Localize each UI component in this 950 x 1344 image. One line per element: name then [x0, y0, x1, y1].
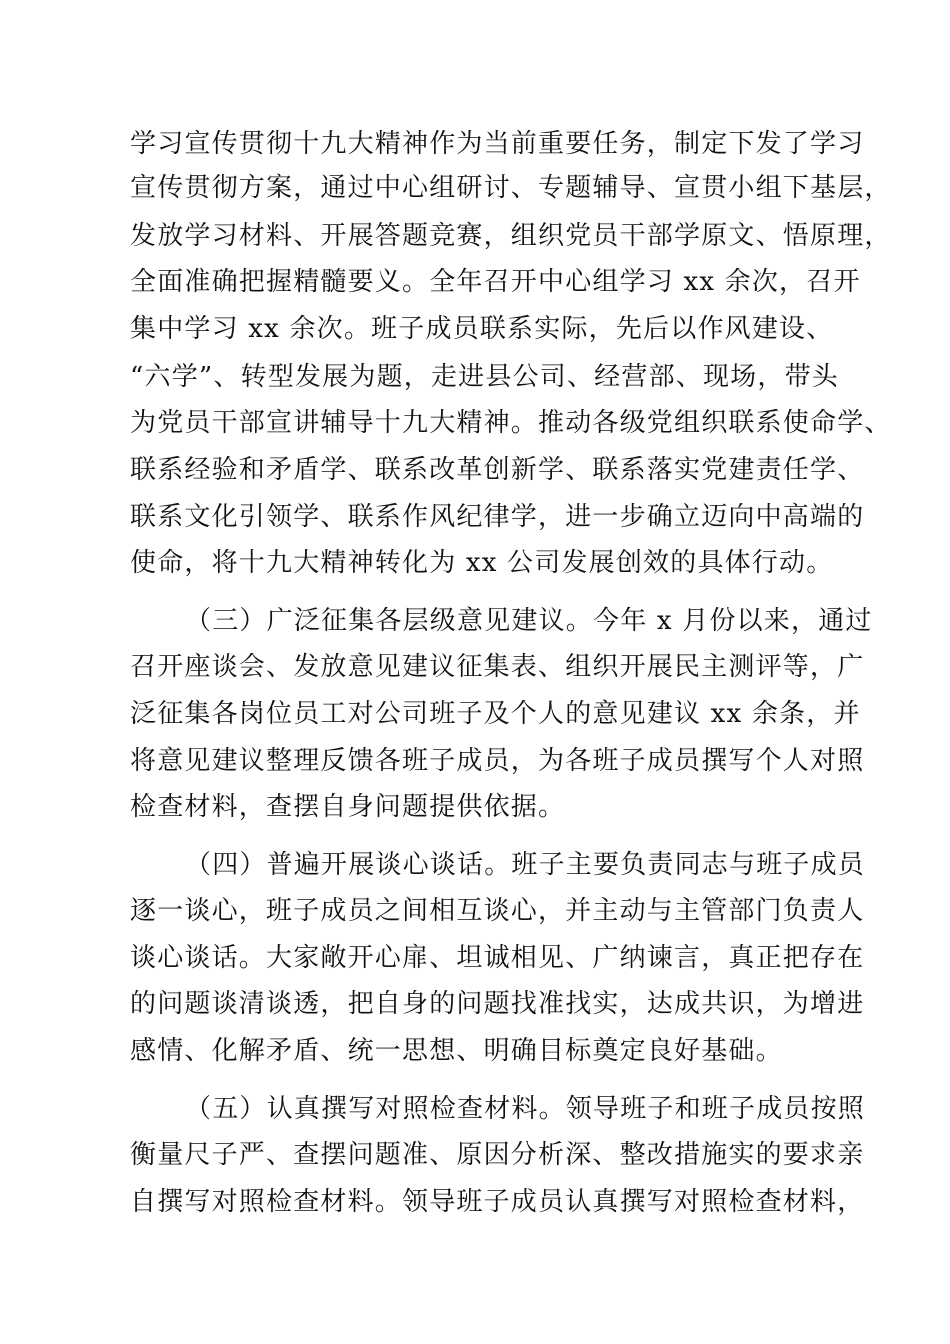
section-heading-line: （三）广泛征集各层级意见建议。今年 x 月份以来，通过 — [185, 606, 873, 636]
section-heading-line: （四）普遍开展谈心谈话。班子主要负责同志与班子成员 — [185, 850, 866, 880]
text-line: 集中学习 xx 余次。班子成员联系实际，先后以作风建设、 — [130, 314, 834, 344]
text-line: 感情、化解矛盾、统一思想、明确目标奠定良好基础。 — [130, 1036, 783, 1066]
text-line: 使命，将十九大精神转化为 xx 公司发展创效的具体行动。 — [130, 548, 834, 578]
text-line: 联系文化引领学、联系作风纪律学，进一步确立迈向中高端的 — [130, 502, 865, 532]
text-line: 召开座谈会、发放意见建议征集表、组织开展民主测评等，广 — [130, 652, 865, 682]
section-heading-line: （五）认真撰写对照检查材料。领导班子和班子成员按照 — [185, 1094, 866, 1124]
text-line: 学习宣传贯彻十九大精神作为当前重要任务，制定下发了学习 — [130, 129, 865, 159]
text-line: 的问题谈清谈透，把自身的问题找准找实，达成共识，为增进 — [130, 989, 865, 1019]
text-line: 泛征集各岗位员工对公司班子及个人的意见建议 xx 余条，并 — [130, 699, 861, 729]
text-line: “六学”、转型发展为题，走进县公司、经营部、现场，带头 — [130, 362, 839, 392]
text-line: 自撰写对照检查材料。领导班子成员认真撰写对照检查材料， — [130, 1187, 865, 1217]
text-line: 宣传贯彻方案，通过中心组研讨、专题辅导、宣贯小组下基层， — [130, 173, 892, 203]
text-line: 逐一谈心，班子成员之间相互谈心，并主动与主管部门负责人 — [130, 896, 865, 926]
text-line: 发放学习材料、开展答题竞赛，组织党员干部学原文、悟原理， — [130, 221, 892, 251]
text-line: 为党员干部宣讲辅导十九大精神。推动各级党组织联系使命学、 — [130, 408, 892, 438]
text-line: 联系经验和矛盾学、联系改革创新学、联系落实党建责任学、 — [130, 455, 865, 485]
text-line: 检查材料，查摆自身问题提供依据。 — [130, 792, 566, 822]
text-line: 全面准确把握精髓要义。全年召开中心组学习 xx 余次，召开 — [130, 267, 861, 297]
text-line: 将意见建议整理反馈各班子成员，为各班子成员撰写个人对照 — [130, 746, 865, 776]
text-line: 谈心谈话。大家敞开心扉、坦诚相见、广纳谏言，真正把存在 — [130, 943, 865, 973]
text-line: 衡量尺子严、查摆问题准、原因分析深、整改措施实的要求亲 — [130, 1140, 865, 1170]
